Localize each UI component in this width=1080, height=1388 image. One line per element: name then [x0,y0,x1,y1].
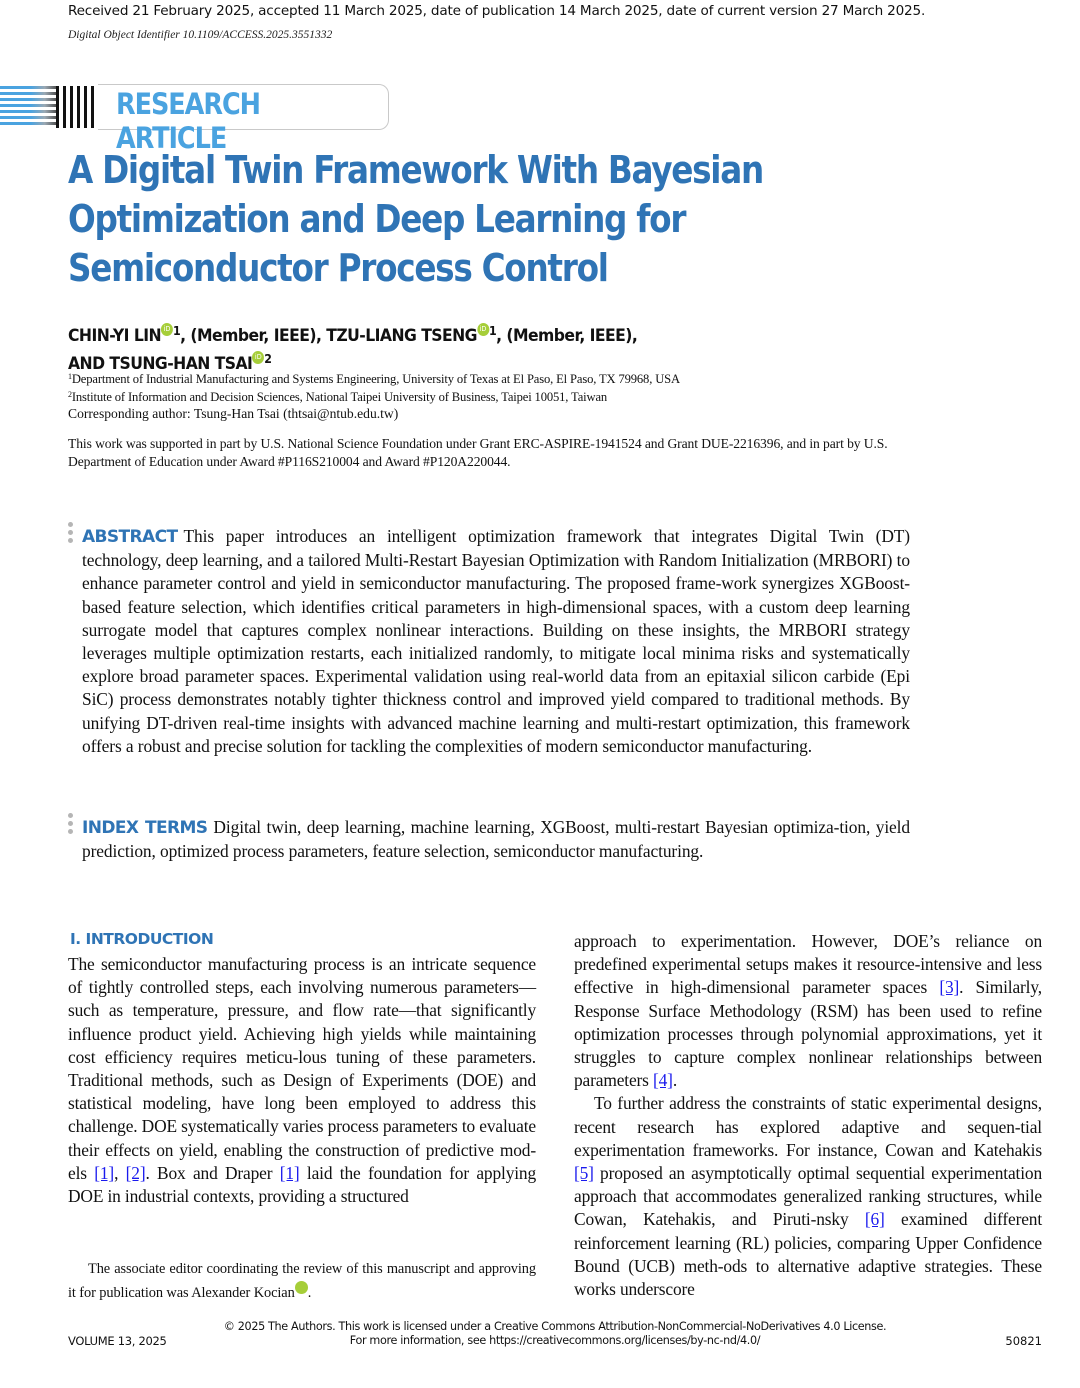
section-dots-icon [68,813,74,837]
body-text: examined different reinforcement learning (RL) policies, comparing Upper Confidence Bound (UCB) meth-ods to alternative adaptive strategies. These works underscore [574,1209,1043,1300]
corresponding-author: Corresponding author: Tsung-Han Tsai (thtsai@ntub.edu.tw) [68,406,399,421]
title-line: A Digital Twin Framework With Bayesian [68,148,763,192]
page-number: 50821 [1005,1334,1042,1348]
author-name[interactable]: AND TSUNG-HAN TSAI [68,354,253,374]
body-text: laid the foundation for applying DOE in industrial contexts, providing a structured [68,1162,537,1207]
affiliation-marker: 1 [173,324,181,338]
paragraph [574,930,1042,1092]
citation-link[interactable]: [3] [939,977,960,998]
footer-license [200,1320,910,1348]
citation-link[interactable]: [6] [864,1209,885,1230]
body-text: proposed an asymptotically optimal sequential experimentation approach that accommodates generalized ranking structures, while Cowan, Katehakis, and Piruti-nsky [574,1163,1042,1230]
abstract-label: ABSTRACT [82,527,178,547]
affiliation-marker: 2 [264,352,272,366]
affiliations [68,369,680,405]
body-text: . Box and Draper [145,1162,280,1183]
citation-link[interactable]: [1] [94,1162,115,1183]
author-membership: , (Member, IEEE), [180,326,322,346]
paper-title [68,146,763,293]
doi: Digital Object Identifier 10.1109/ACCESS.2025.3551332 [68,29,333,41]
orcid-icon[interactable]: iD [295,1281,308,1294]
title-line: Optimization and Deep Learning for [68,197,686,241]
index-terms-label: INDEX TERMS [82,818,208,838]
body-text: . Similarly, Response Surface Methodology (RSM) has been used to refine optimization processes through polynomial approximations, yet it struggles to capture complex nonlinear relationships between parameters [574,977,1042,1091]
paragraph [574,1092,1042,1301]
affiliation-item [68,369,680,387]
citation-link[interactable]: [4] [652,1070,673,1091]
footnote-text: The associate editor coordinating the review of this manuscript and approving it for publication was Alexander Kocian [68,1261,536,1301]
body-text: . [672,1070,678,1091]
publication-dates: Received 21 February 2025, accepted 11 March 2025, date of publication 14 March 2025, date of current version 27 March 2025. [68,3,926,19]
author-name[interactable]: TZU-LIANG TSENG [326,326,477,346]
editor-footnote [68,1257,536,1305]
article-type-banner [0,84,392,155]
index-terms-text: Digital twin, deep learning, machine learning, XGBoost, multi-restart Bayesian optimiza-tion, yield prediction, optimized process parameters, feature selection, semiconductor manufacturing. [82,817,910,862]
body-column-left [68,953,536,1208]
citation-link[interactable]: [2] [125,1162,146,1183]
orcid-icon[interactable]: iD [477,323,489,336]
body-text: , [114,1162,126,1183]
license-line: © 2025 The Authors. This work is licensed under a Creative Commons Attribution-NonCommercial-NoDerivatives 4.0 License. [223,1320,887,1333]
orcid-icon[interactable]: iD [252,351,264,364]
body-text: The semiconductor manufacturing process is an intricate sequence of tightly controlled steps, each involving numerous parameters—such as temperature, pressure, and flow rate—that significantly influence product yield. Achieving high yields while maintaining cost efficiency requires meticu-lous tuning of these parameters. Traditional methods, such as Design of Experiments (DOE) and statistical modeling, have long been employed to address this challenge. DOE systematically varies process parameters to evaluate their effects on yield, enabling the construction of predictive mod-els [68,954,536,1183]
author-membership: , (Member, IEEE), [496,326,638,346]
license-link[interactable]: For more information, see https://creativecommons.org/licenses/by-nc-nd/4.0/ [349,1334,761,1347]
orcid-icon[interactable]: iD [161,323,173,336]
affiliation-number: 1 [68,372,72,381]
affiliation-item [68,387,680,405]
body-text: approach to experimentation. However, DOE’s reliance on predefined experimental setups makes it resource-intensive and less effective in high-dimensional parameter spaces [574,931,1042,998]
section-dots-icon [68,522,74,546]
citation-link[interactable]: [5] [574,1163,594,1184]
barcode-bars-icon [52,86,98,128]
author-name[interactable]: CHIN-YI LIN [68,326,162,346]
abstract-text: This paper introduces an intelligent optimization framework that integrates Digital Twin (DT) technology, deep learning, and a tailored Multi-Restart Bayesian Optimization with Random Initialization (MRBORI) to enhance parameter control and yield in semiconductor manufacturing. The proposed frame-work synergizes XGBoost-based feature selection, which identifies critical parameters in high-dimensional spaces, with a custom deep learning surrogate model that captures complex nonlinear interactions. Building on these insights, the MRBORI strategy leverages multiple optimization restarts, each initialized randomly, to mitigate local minima risks and systematically explore broad parameter spaces. Experimental validation using real-world data from an epitaxial silicon carbide (Epi SiC) process demonstrates notably tighter thickness control and improved yield compared to traditional methods. By unifying DT-driven real-time insights with advanced machine learning and multi-restart optimization, this framework offers a robust and precise solution for tackling the complexities of modern semiconductor manufacturing. [82,526,910,756]
footer-volume: VOLUME 13, 2025 [68,1334,167,1348]
footnote-end: . [307,1285,312,1301]
article-type-label: RESEARCH ARTICLE [116,87,260,155]
body-text: To further address the constraints of static experimental designs, recent research has explored adaptive and sequen-tial experimentation frameworks. For instance, Cowan and Katehakis [574,1093,1042,1160]
affiliation-number: 2 [68,390,72,399]
section-heading-introduction: I. INTRODUCTION [70,930,214,948]
abstract [82,525,910,758]
body-column-right [574,930,1042,1301]
affiliation-text: Institute of Information and Decision Sciences, National Taipei University of Business, Taipei 10051, Taiwan [71,390,608,404]
affiliation-text: Department of Industrial Manufacturing and Systems Engineering, University of Texas at El Paso, El Paso, TX 79968, USA [71,372,680,386]
affiliation-marker: 1 [488,324,497,338]
title-line: Semiconductor Process Control [68,246,608,290]
ieee-stripes-logo-icon [0,86,56,128]
funding-statement: This work was supported in part by U.S. National Science Foundation under Grant ERC-ASPIRE-1941524 and Grant DUE-2216396, and in part by U.S. Department of Education under Award #P116S210004 and Award #P120A220044. [68,436,888,469]
citation-link[interactable]: [1] [279,1162,300,1183]
index-terms [82,816,910,863]
author-list [68,320,637,376]
